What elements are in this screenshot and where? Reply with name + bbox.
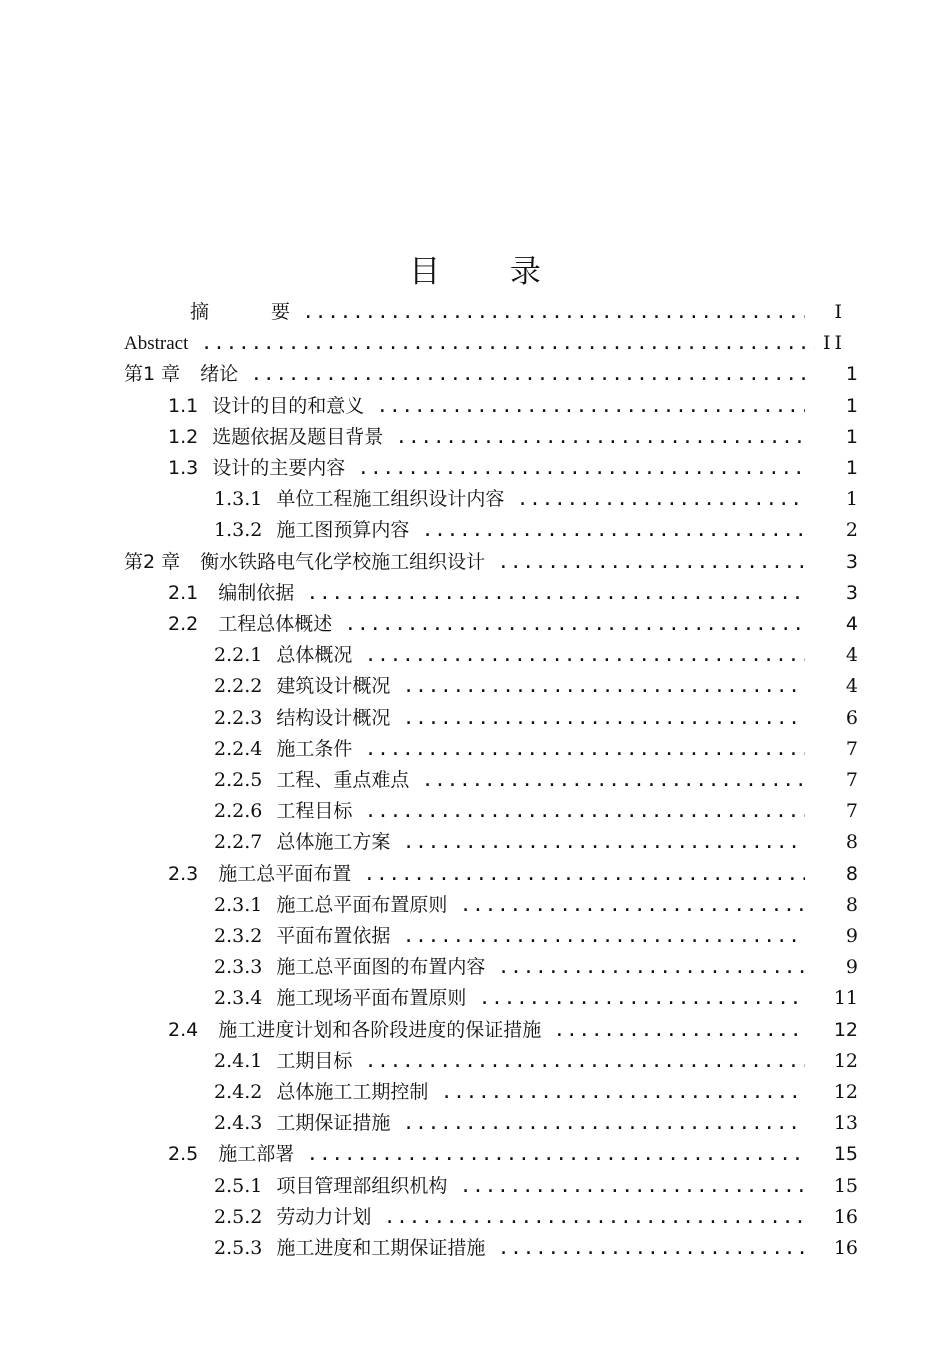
toc-entry[interactable] (0, 671, 950, 702)
toc-entry-title: 结构设计概况 (276, 707, 391, 729)
toc-entry-chapter-2[interactable] (0, 547, 950, 578)
toc-entry-title: 工程总体概述 (218, 613, 333, 635)
toc-entry-page: 7 (845, 769, 858, 791)
toc-entry-page: 8 (845, 863, 858, 885)
toc-entry[interactable] (0, 703, 950, 734)
toc-entry-page: 16 (833, 1206, 858, 1228)
toc-entry[interactable] (0, 578, 950, 609)
toc-entry-number: 2.1 (168, 582, 199, 604)
toc-entry-page: 3 (845, 582, 858, 604)
toc-entry-number: 2.5.1 (214, 1175, 263, 1197)
toc-entry[interactable] (0, 515, 950, 546)
toc-entry-number: 2.3.3 (214, 956, 263, 978)
toc-entry-title: Abstract (124, 333, 189, 354)
toc-entry-title: 工程、重点难点 (276, 769, 410, 791)
toc-entry-number: 第2 章 (124, 551, 181, 573)
toc-entry-page: 1 (845, 457, 858, 479)
toc-entry-title: 施工图预算内容 (276, 519, 410, 541)
toc-entry-number: 2.3.1 (214, 894, 263, 916)
toc-entry-number: 2.4.2 (214, 1081, 263, 1103)
toc-entry-page: 4 (845, 675, 858, 697)
toc-entry-title: 要 (271, 301, 291, 323)
toc-entry-number: 2.2.1 (214, 644, 263, 666)
toc-entry-page: 13 (833, 1112, 858, 1134)
toc-entry-abstract-en[interactable] (0, 328, 950, 359)
toc-entry-page: 9 (845, 956, 858, 978)
toc-entry-number: 2.4.1 (214, 1050, 263, 1072)
toc-entry[interactable] (0, 952, 950, 983)
toc-entry-page: 12 (833, 1050, 858, 1072)
toc-entry-number: 2.2.6 (214, 800, 263, 822)
toc-entry-title: 项目管理部组织机构 (276, 1175, 448, 1197)
toc-entry[interactable] (0, 609, 950, 640)
toc-entry-number: 1.1 (168, 395, 199, 417)
toc-entry-number: 2.5.3 (214, 1237, 263, 1259)
toc-entry[interactable] (0, 1171, 950, 1202)
toc-entry-page: 1 (845, 363, 858, 385)
toc-entry-title: 施工总平面图的布置内容 (276, 956, 486, 978)
toc-entry[interactable] (0, 422, 950, 453)
toc-entry[interactable] (0, 1108, 950, 1139)
toc-entry-number: 2.3 (168, 863, 199, 885)
toc-entry-number: 1.3 (168, 457, 199, 479)
toc-entry-title: 设计的主要内容 (212, 457, 346, 479)
toc-entry[interactable] (0, 640, 950, 671)
toc-entry-page: 8 (845, 831, 858, 853)
toc-entry-number: 1.3.1 (214, 488, 263, 510)
toc-entry[interactable] (0, 484, 950, 515)
toc-entry-page: 6 (845, 707, 858, 729)
toc-entry-page: 1 (845, 426, 858, 448)
toc-entry-title: 施工现场平面布置原则 (276, 987, 467, 1009)
toc-entry-title: 工程目标 (276, 800, 353, 822)
toc-entry-number: 2.4.3 (214, 1112, 263, 1134)
toc-entry-chapter-1[interactable] (0, 359, 950, 390)
toc-entry-title: 摘 (190, 301, 210, 323)
toc-entry-page: 7 (845, 738, 858, 760)
toc-entry-number: 2.2.4 (214, 738, 263, 760)
toc-entry-title: 工期目标 (276, 1050, 353, 1072)
toc-entry[interactable] (0, 890, 950, 921)
toc-entry-title: 施工进度和工期保证措施 (276, 1237, 486, 1259)
toc-entry-title: 衡水铁路电气化学校施工组织设计 (200, 551, 486, 573)
toc-entry-number: 1.3.2 (214, 519, 263, 541)
toc-entry-page: 3 (845, 551, 858, 573)
toc-entry[interactable] (0, 921, 950, 952)
toc-entry-number: 2.2.2 (214, 675, 263, 697)
toc-entry[interactable] (0, 859, 950, 890)
toc-entry[interactable] (0, 453, 950, 484)
toc-entry-page: 12 (833, 1019, 858, 1041)
toc-entry-number: 2.5.2 (214, 1206, 263, 1228)
toc-entry-page: 4 (845, 613, 858, 635)
toc-entry[interactable] (0, 827, 950, 858)
toc-entry-page: 2 (845, 519, 858, 541)
toc-entry[interactable] (0, 391, 950, 422)
toc-entry[interactable] (0, 1233, 950, 1264)
toc-entry[interactable] (0, 1046, 950, 1077)
toc-entry-title: 设计的目的和意义 (212, 395, 365, 417)
toc-entry-number: 2.4 (168, 1019, 199, 1041)
toc-entry-title: 工期保证措施 (276, 1112, 391, 1134)
toc-entry-title: 劳动力计划 (276, 1206, 372, 1228)
toc-entry-title: 总体施工方案 (276, 831, 391, 853)
toc-entry-page: 11 (833, 987, 858, 1009)
toc-entry-title: 施工进度计划和各阶段进度的保证措施 (218, 1019, 542, 1041)
toc-entry-page: 7 (845, 800, 858, 822)
toc-entry-number: 1.2 (168, 426, 199, 448)
toc-entry-number: 2.2.5 (214, 769, 263, 791)
toc-entry-number: 2.3.2 (214, 925, 263, 947)
toc-entry-page: 8 (845, 894, 858, 916)
toc-entry-title: 施工总平面布置 (218, 863, 352, 885)
toc-entry-page: 15 (833, 1143, 858, 1165)
toc-entry-page: 16 (833, 1237, 858, 1259)
toc-entry-title: 施工条件 (276, 738, 353, 760)
toc-entry-page: II (822, 332, 846, 354)
toc-entry-page: 15 (833, 1175, 858, 1197)
toc-entry-number: 第1 章 (124, 363, 181, 385)
toc-entry-page: 1 (845, 488, 858, 510)
toc-entry-title: 总体施工工期控制 (276, 1081, 429, 1103)
toc-entry-number: 2.2.3 (214, 707, 263, 729)
toc-entry[interactable] (0, 796, 950, 827)
toc-entry-page: 1 (845, 395, 858, 417)
toc-entry-title: 施工部署 (218, 1143, 295, 1165)
toc-entry-title: 施工总平面布置原则 (276, 894, 448, 916)
toc-entry-title: 选题依据及题目背景 (212, 426, 384, 448)
toc-entry[interactable] (0, 1015, 950, 1046)
toc-entry-title: 编制依据 (218, 582, 295, 604)
toc-entry[interactable] (0, 1139, 950, 1170)
toc-entry-number: 2.3.4 (214, 987, 263, 1009)
toc-entry[interactable] (0, 1202, 950, 1233)
toc-entry-page: 9 (845, 925, 858, 947)
toc-entry[interactable] (0, 983, 950, 1014)
toc-entry-abstract-cn[interactable] (0, 297, 950, 328)
toc-entry[interactable] (0, 765, 950, 796)
toc-entry[interactable] (0, 1077, 950, 1108)
toc-entry[interactable] (0, 734, 950, 765)
toc-entry-title: 绪论 (200, 363, 239, 385)
toc-entry-number: 2.2 (168, 613, 199, 635)
toc-entry-title: 单位工程施工组织设计内容 (276, 488, 505, 510)
toc-entry-page: 12 (833, 1081, 858, 1103)
toc-entry-page: 4 (845, 644, 858, 666)
toc-entry-number: 2.5 (168, 1143, 199, 1165)
toc-entry-number: 2.2.7 (214, 831, 263, 853)
toc-entry-title: 总体概况 (276, 644, 353, 666)
toc-entry-page: I (834, 301, 846, 323)
toc-title: 目 录 (409, 254, 571, 290)
toc-entry-title: 平面布置依据 (276, 925, 391, 947)
toc-entry-title: 建筑设计概况 (276, 675, 391, 697)
